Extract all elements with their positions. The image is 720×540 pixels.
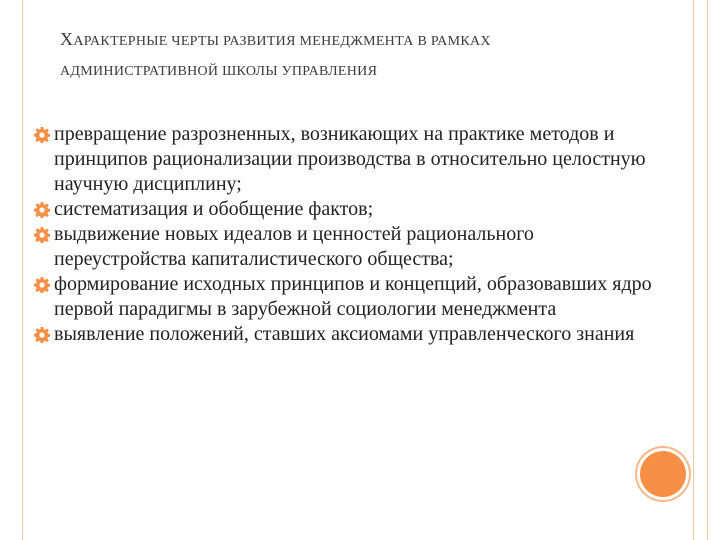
title-initial: Х	[60, 29, 74, 49]
frame-right-outer-line	[707, 0, 708, 540]
list-item	[34, 322, 654, 347]
list-item-text: выдвижение новых идеалов и ценностей рационального переустройства капиталистического общества;	[54, 223, 534, 270]
frame-left-line	[22, 20, 23, 540]
slide-title	[60, 24, 690, 87]
bullet-list	[34, 122, 654, 347]
gear-icon	[34, 227, 50, 243]
gear-icon	[34, 202, 50, 218]
list-item	[34, 272, 654, 322]
list-item-text: систематизация и обобщение фактов;	[54, 198, 374, 220]
orange-circle-decoration	[640, 451, 686, 497]
frame-top-decoration	[22, 0, 708, 20]
title-line-2: АДМИНИСТРАТИВНОЙ ШКОЛЫ УПРАВЛЕНИЯ	[60, 64, 378, 79]
list-item	[34, 197, 654, 222]
list-item-text: выявление положений, ставших аксиомами управленческого знания	[54, 323, 635, 345]
gear-icon	[34, 277, 50, 293]
frame-right-line	[693, 0, 694, 540]
list-item	[34, 222, 654, 272]
list-item-text: превращение разрозненных, возникающих на практике методов и принципов рационализации производства в относительно целостную научную дисциплину;	[54, 123, 646, 195]
gear-icon	[34, 127, 50, 143]
list-item	[34, 122, 654, 197]
title-line-1	[60, 24, 690, 57]
gear-icon	[34, 327, 50, 343]
title-line-1-text: АРАКТЕРНЫЕ ЧЕРТЫ РАЗВИТИЯ МЕНЕДЖМЕНТА В РАМКАХ	[73, 34, 491, 49]
list-item-text: формирование исходных принципов и концепций, образовавших ядро первой парадигмы в зарубежной социологии менеджмента	[54, 273, 652, 320]
